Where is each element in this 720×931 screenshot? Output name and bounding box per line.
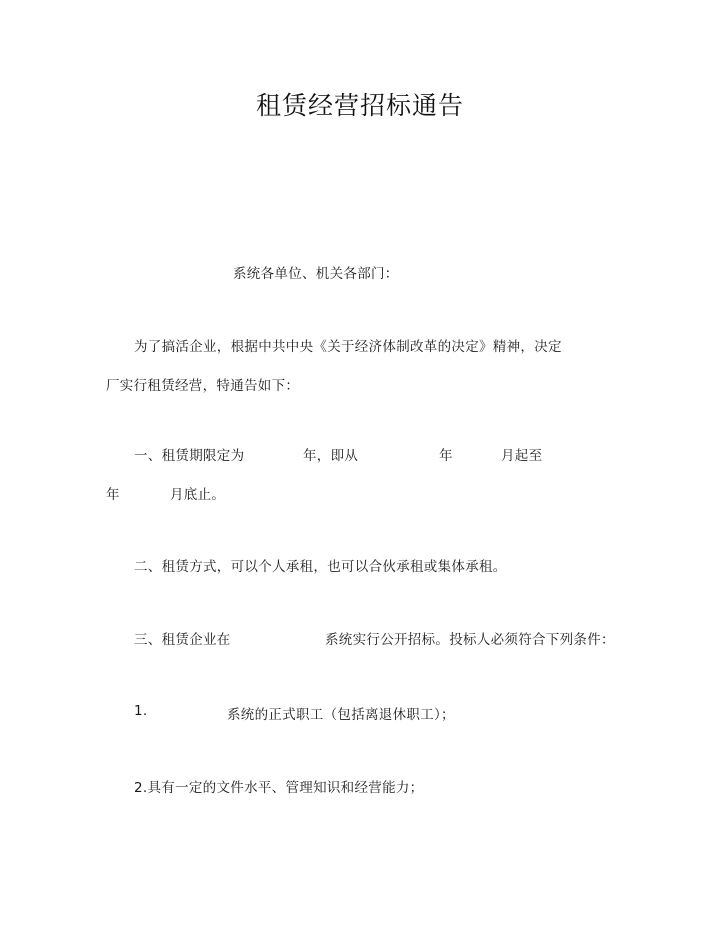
section-3-part-2: 系统实行公开招标。投标人必须符合下列条件：: [325, 632, 615, 648]
section-3: [0, 628, 720, 648]
section-1-start-year-label: 年: [439, 448, 453, 464]
section-1-end-month-label: 月底止。: [170, 487, 226, 503]
section-1-line-2: [0, 483, 720, 503]
salutation: 系统各单位、机关各部门：: [233, 266, 399, 282]
condition-2: 2.具有一定的文件水平、管理知识和经营能力；: [134, 780, 424, 796]
section-1-start-month-label: 月起至: [501, 448, 543, 464]
intro-line-1: 为了搞活企业，根据中共中央《关于经济体制改革的决定》精神，决定: [134, 339, 562, 355]
section-2: 二、租赁方式，可以个人承租，也可以合伙承租或集体承租。: [134, 559, 507, 575]
section-1-years-label: 年，即从: [303, 448, 359, 464]
section-3-part-1: 三、租赁企业在: [134, 632, 231, 648]
section-1-end-year-label: 年: [106, 487, 120, 503]
condition-1-text: 系统的正式职工（包括离退休职工）；: [227, 707, 455, 723]
intro-line-2: 厂实行租赁经营，特通告如下：: [106, 378, 300, 394]
condition-1-number: 1.: [134, 703, 148, 719]
section-1-line-1: [0, 444, 720, 464]
condition-1: [0, 703, 720, 723]
section-1-term-label: 一、租赁期限定为: [134, 448, 245, 464]
document-title: 租赁经营招标通告: [255, 91, 464, 120]
